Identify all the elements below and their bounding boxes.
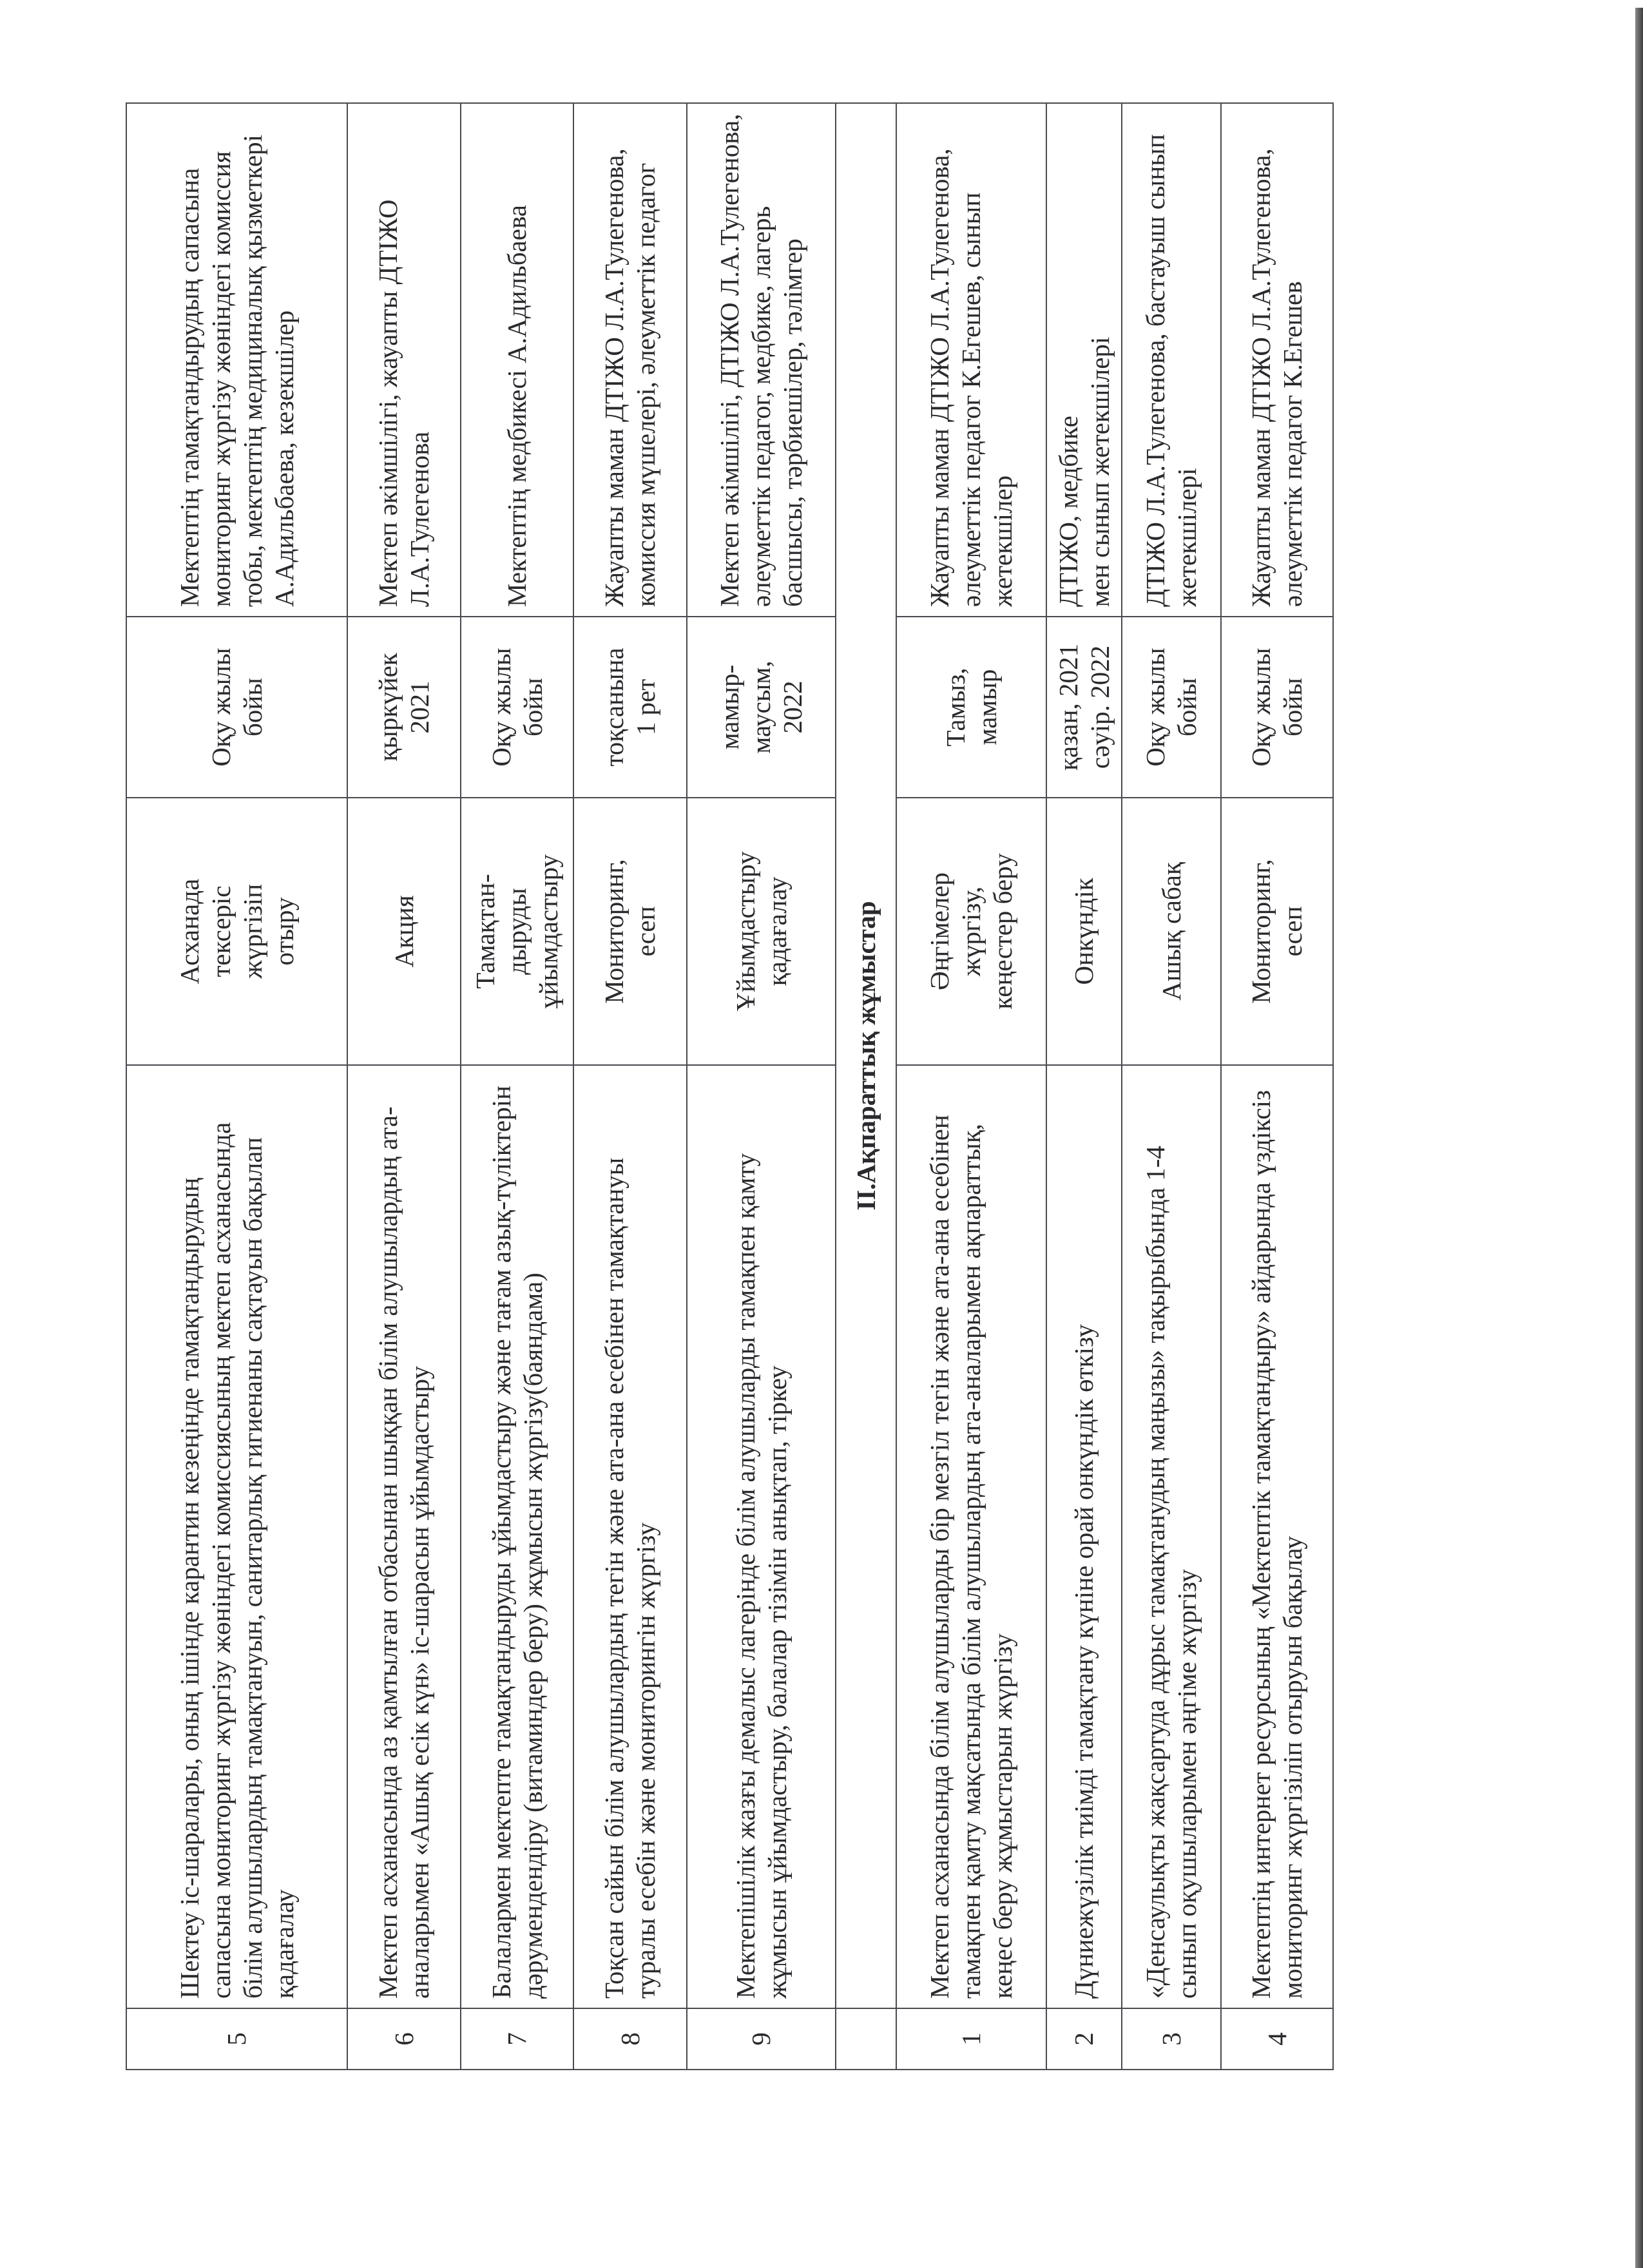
deadline-cell: Оқу жылы бойы (1221, 617, 1333, 798)
row-number: 1 (896, 2008, 1046, 2070)
responsible-cell: Жауапты маман ДТІЖО Л.А.Тулегенова, әлеуметтік педагог К.Егешев, сынып жетекшілер (896, 103, 1046, 617)
responsible-cell: Мектептің тамақтандырудың сапасына мониторинг жүргізу жөніндегі комиссия тобы, мектептің медициналық қызметкері А.Адильбаева, кезекшілер (126, 103, 347, 617)
deadline-cell: Оқу жылы бойы (1122, 617, 1221, 798)
table-row (461, 103, 573, 2070)
event-cell: Мектепішілік жазғы демалыс лагерінде білім алушыларды тамақпен қамту жұмысын ұйымдастыру, балалар тізімін анықтап, тіркеу (687, 1065, 836, 2008)
form-cell: Мониторинг, есеп (573, 798, 687, 1065)
row-number: 2 (1046, 2008, 1122, 2070)
deadline-cell: мамыр- маусым, 2022 (687, 617, 836, 798)
table-row (126, 103, 347, 2070)
deadline-cell: қыркүйек 2021 (347, 617, 461, 798)
table-row (1122, 103, 1221, 2070)
responsible-cell: Мектеп әкімшілігі, жауапты ДТІЖО Л.А.Тулегенова (347, 103, 461, 617)
table-row (1046, 103, 1122, 2070)
deadline-cell: Тамыз, мамыр (896, 617, 1046, 798)
deadline-cell: Оқу жылы бойы (461, 617, 573, 798)
row-number: 3 (1122, 2008, 1221, 2070)
form-cell: Мониторинг, есеп (1221, 798, 1333, 1065)
table-row (687, 103, 836, 2070)
event-cell: Шектеу іс-шаралары, оның ішінде карантин кезеңінде тамақтандырудың сапасына мониторинг жүргізу жөніндегі комиссиясының мектеп асханасында білім алушылардың тамақтануын, санитарлық гигиенаны сақтауын бақылап қадағалау (126, 1065, 347, 2008)
event-cell: Тоқсан сайын білім алушылардың тегін және ата-ана есебінен тамақтануы туралы есебін және мониторингін жүргізу (573, 1065, 687, 2008)
form-cell: Әңгімелер жүргізу, кеңестер беру (896, 798, 1046, 1065)
event-cell: Балалармен мектепте тамақтандыруды ұйымдастыру және тағам азық-түліктерін дәрумендендіру (витаминдер беру) жұмысын жүргізу(баяндама) (461, 1065, 573, 2008)
section-header-number-cell (836, 2008, 896, 2070)
deadline-cell: Оқу жылы бойы (126, 617, 347, 798)
event-cell: Мектеп асханасында білім алушыларды бір мезгіл тегін және ата-ана есебінен тамақпен қамту мақсатында білім алушылардың ата-аналарымен ақпараттық, кеңес беру жұмыстарын жүргізу (896, 1065, 1046, 2008)
responsible-cell: Жауапты маман ДТІЖО Л.А.Тулегенова, комиссия мүшелері, әлеуметтік педагог (573, 103, 687, 617)
section-title: ІІ.Ақпараттық жұмыстар (836, 103, 896, 2008)
row-number: 9 (687, 2008, 836, 2070)
table-row (347, 103, 461, 2070)
responsible-cell: Мектеп әкімшілігі, ДТІЖО Л.А.Тулегенова, әлеуметтік педагог, медбике, лагерь басшысы, тәрбиешілер, тәлімгер (687, 103, 836, 617)
table-row (573, 103, 687, 2070)
form-cell: Асханада тексеріс жүргізіп отыру (126, 798, 347, 1065)
responsible-cell: ДТІЖО Л.А.Тулегенова, бастауыш сынып жетекшілері (1122, 103, 1221, 617)
row-number: 4 (1221, 2008, 1333, 2070)
row-number: 5 (126, 2008, 347, 2070)
scanner-edge (1635, 8, 1643, 2268)
deadline-cell: қазан, 2021 сәуір. 2022 (1046, 617, 1122, 798)
rotated-table-wrapper (126, 104, 1332, 2070)
table-row (896, 103, 1046, 2070)
event-cell: «Денсаулықты жақсартуда дұрыс тамақтанудың маңызы» тақырыбында 1-4 сынып оқушыларымен әңгіме жүргізу (1122, 1065, 1221, 2008)
responsible-cell: Мектептің медбикесі А.Адильбаева (461, 103, 573, 617)
form-cell: Тамақтан- дыруды ұйымдастыру (461, 798, 573, 1065)
section-header-row (836, 103, 896, 2070)
work-plan-table (126, 102, 1334, 2070)
form-cell: Онкүндік (1046, 798, 1122, 1065)
deadline-cell: тоқсанына 1 рет (573, 617, 687, 798)
event-cell: Мектеп асханасында аз қамтылған отбасынан шыққан білім алушылардың ата-аналарымен «Ашық есік күн» іс-шарасын ұйымдастыру (347, 1065, 461, 2008)
responsible-cell: Жауапты маман ДТІЖО Л.А.Тулегенова, әлеуметтік педагог К.Егешев (1221, 103, 1333, 617)
form-cell: Ашық сабақ (1122, 798, 1221, 1065)
event-cell: Дүниежүзілік тиімді тамақтану күніне орай онкүндік өткізу (1046, 1065, 1122, 2008)
table-row (1221, 103, 1333, 2070)
responsible-cell: ДТІЖО, медбике мен сынып жетекшілері (1046, 103, 1122, 617)
event-cell: Мектептің интернет ресурсының «Мектептік тамақтандыру» айдарында үздіксіз мониторинг жүргізіліп отыруын бақылау (1221, 1065, 1333, 2008)
row-number: 7 (461, 2008, 573, 2070)
row-number: 6 (347, 2008, 461, 2070)
form-cell: Акция (347, 798, 461, 1065)
form-cell: Ұйымдастыру қадағалау (687, 798, 836, 1065)
row-number: 8 (573, 2008, 687, 2070)
